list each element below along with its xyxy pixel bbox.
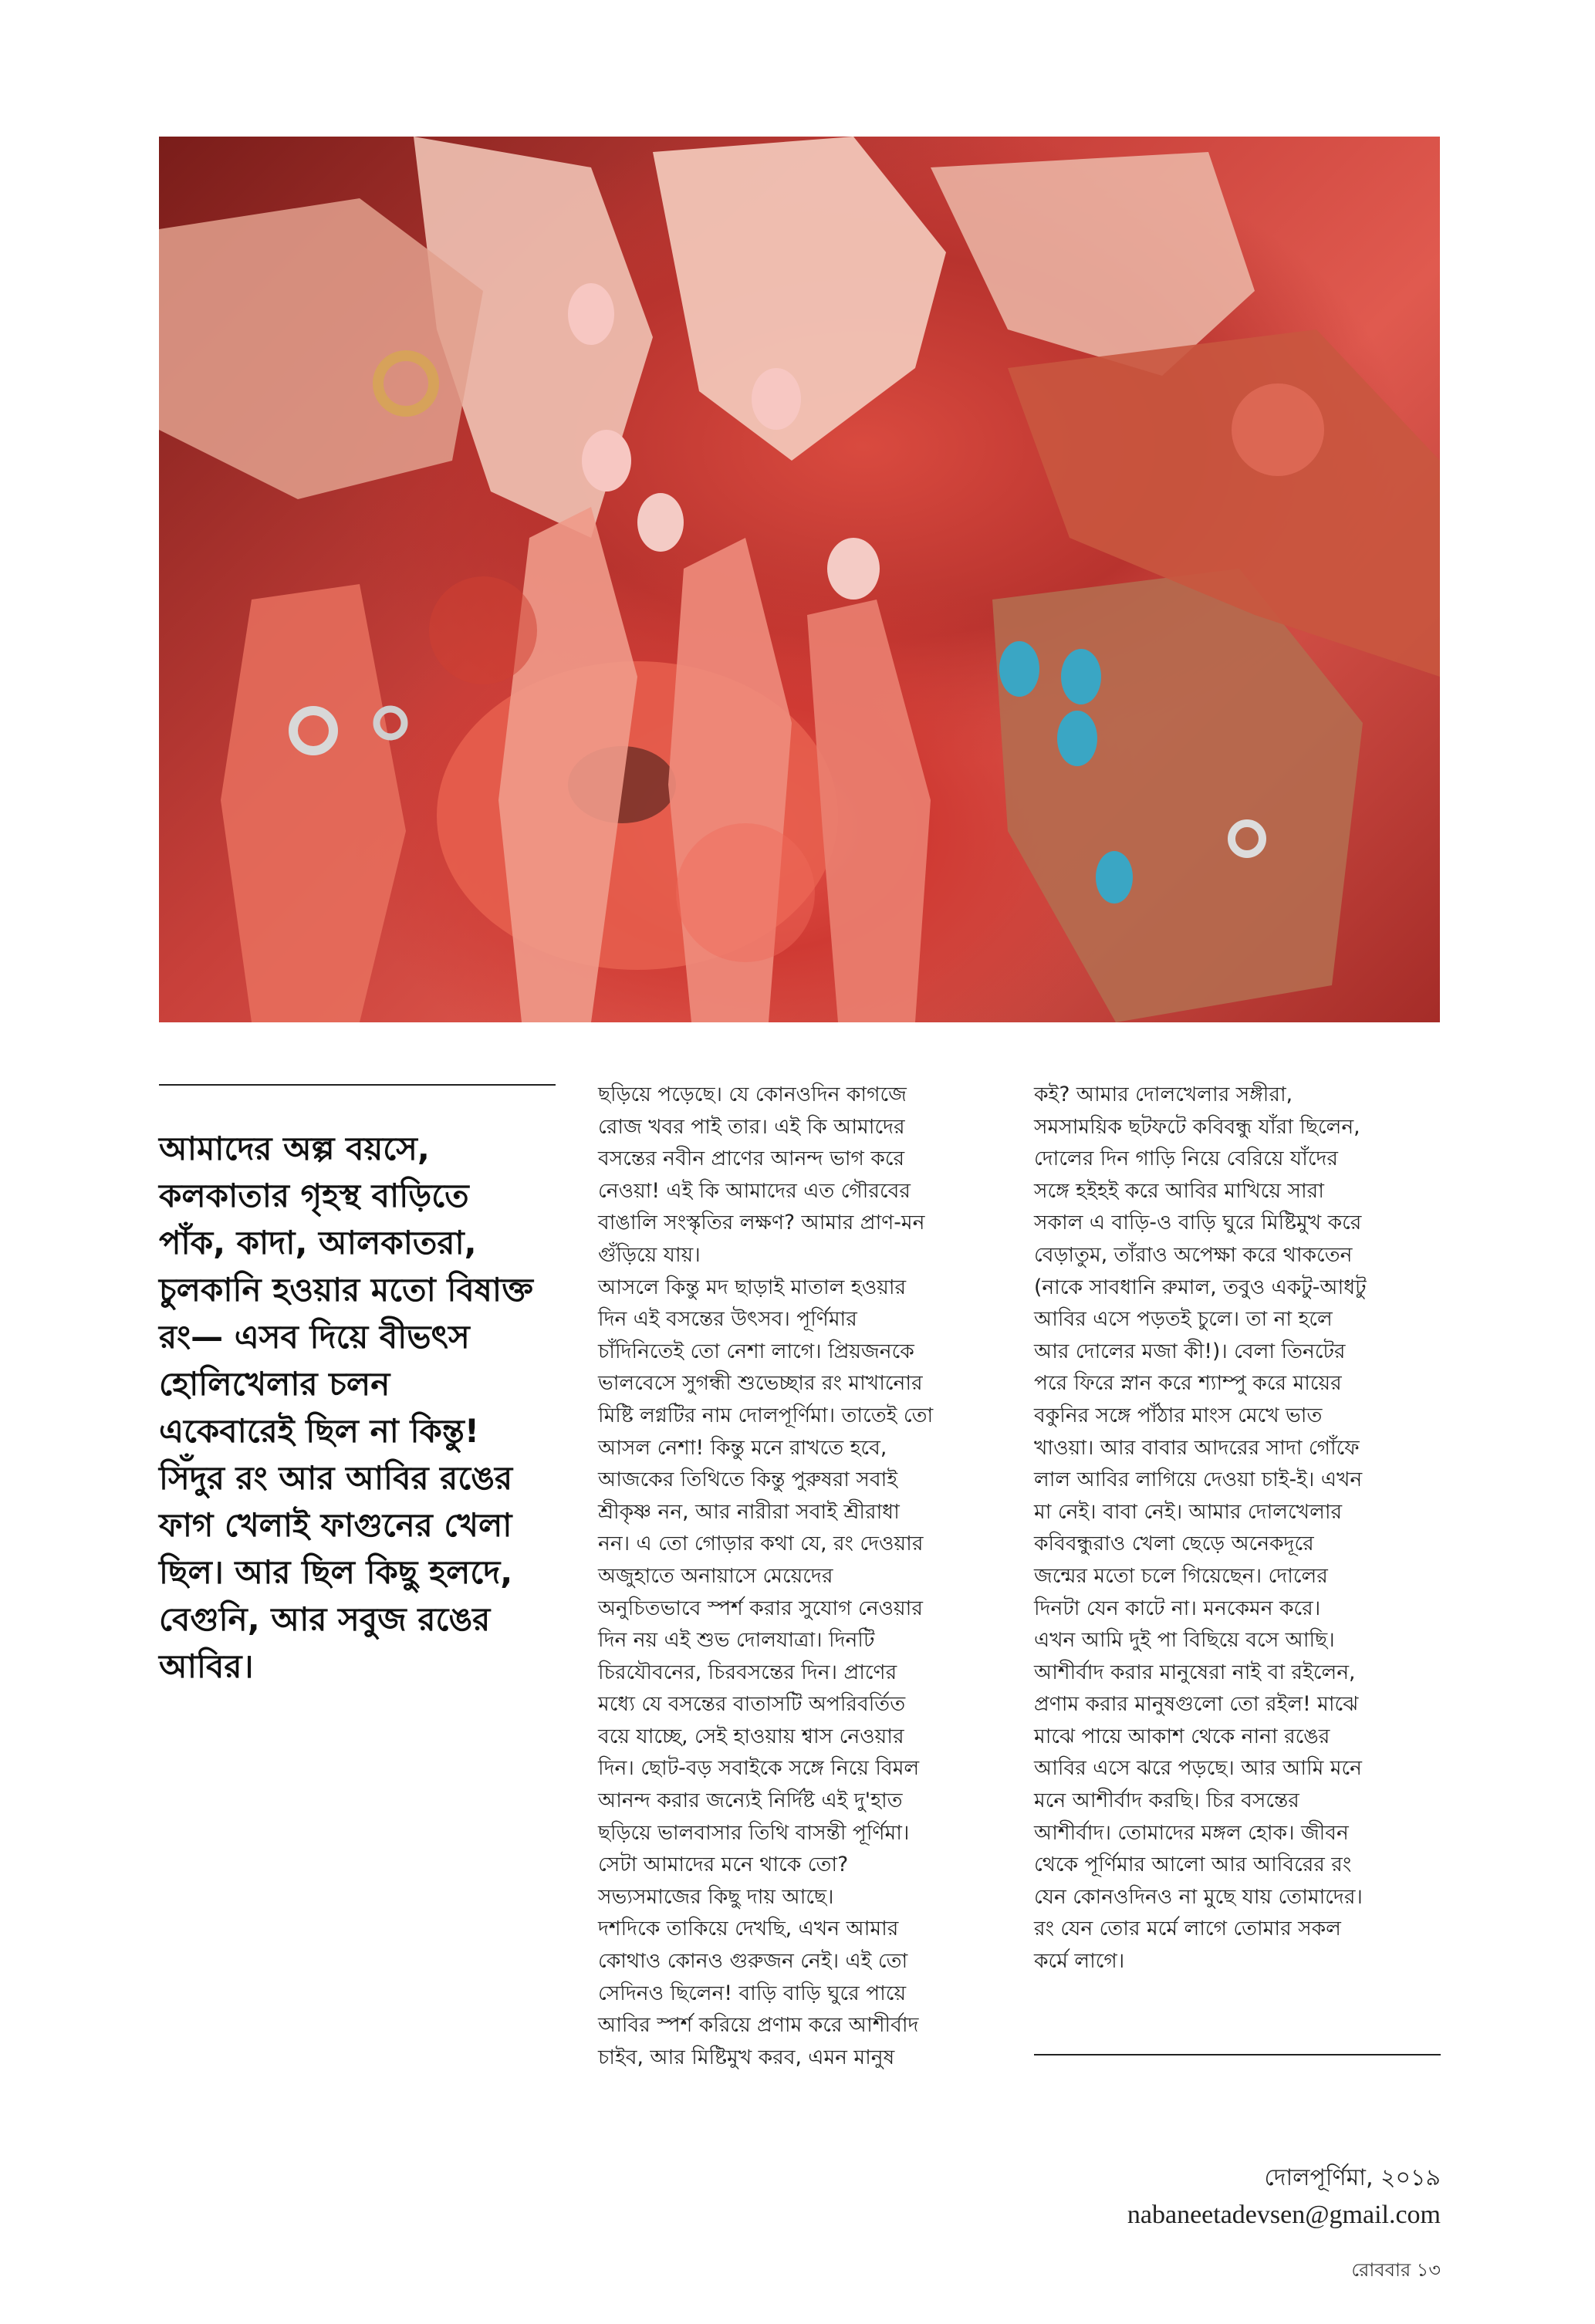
body-column-3 bbox=[1034, 1079, 1458, 1978]
body-line: দিন নয় এই শুভ দোলযাত্রা। দিনটি bbox=[598, 1628, 875, 1653]
body-line: আবির এসে পড়তই চুলে। তা না হলে bbox=[1034, 1307, 1333, 1332]
pullquote-line: বেগুনি, আর সবুজ রঙের bbox=[159, 1600, 491, 1638]
pullquote bbox=[159, 1125, 560, 1690]
signoff-rule bbox=[1034, 2054, 1441, 2055]
body-line: মাঝে পায়ে আকাশ থেকে নানা রঙের bbox=[1034, 1724, 1330, 1748]
body-line: রোজ খবর পাই তার। এই কি আমাদের bbox=[598, 1114, 905, 1139]
pullquote-line: আবির। bbox=[159, 1647, 254, 1685]
signoff-date: দোলপূর্ণিমা, ২০১৯ bbox=[1264, 2164, 1441, 2191]
author-email-link[interactable]: nabaneetadevsen@gmail.com bbox=[1127, 2201, 1441, 2229]
body-line: (নাকে সাবধানি রুমাল, তবুও একটু-আধটু bbox=[1034, 1275, 1367, 1299]
body-line: পরে ফিরে স্নান করে শ্যাম্পু করে মায়ের bbox=[1034, 1371, 1342, 1396]
body-line: বসন্তের নবীন প্রাণের আনন্দ ভাগ করে bbox=[598, 1147, 905, 1171]
body-line: খাওয়া। আর বাবার আদরের সাদা গোঁফে bbox=[1034, 1435, 1360, 1460]
pullquote-line: পাঁক, কাদা, আলকাতরা, bbox=[159, 1224, 477, 1262]
body-line: অনুচিতভাবে স্পর্শ করার সুযোগ নেওয়ার bbox=[598, 1596, 923, 1620]
pullquote-line: একেবারেই ছিল না কিন্তু! bbox=[159, 1412, 479, 1450]
body-line: চিরযৌবনের, চিরবসন্তের দিন। প্রাণের bbox=[598, 1660, 897, 1684]
body-line: থেকে পূর্ণিমার আলো আর আবিরের রং bbox=[1034, 1853, 1352, 1877]
body-line: দোলের দিন গাড়ি নিয়ে বেরিয়ে যাঁদের bbox=[1034, 1147, 1338, 1171]
body-line: বকুনির সঙ্গে পাঁঠার মাংস মেখে ভাত bbox=[1034, 1403, 1323, 1427]
pullquote-line: কলকাতার গৃহস্থ বাড়িতে bbox=[159, 1177, 469, 1214]
body-line: আসলে কিন্তু মদ ছাড়াই মাতাল হওয়ার bbox=[598, 1275, 907, 1299]
body-line: চাঁদিনিতেই তো নেশা লাগে। প্রিয়জনকে bbox=[598, 1339, 914, 1363]
body-line: এখন আমি দুই পা বিছিয়ে বসে আছি। bbox=[1034, 1628, 1335, 1653]
body-line: মিষ্টি লগ্নটির নাম দোলপূর্ণিমা। তাতেই তো bbox=[598, 1403, 934, 1427]
body-line: কই? আমার দোলখেলার সঙ্গীরা, bbox=[1034, 1083, 1293, 1106]
body-line: সেটা আমাদের মনে থাকে তো? bbox=[598, 1853, 849, 1877]
body-line: লাল আবির লাগিয়ে দেওয়া চাই-ই। এখন bbox=[1034, 1468, 1363, 1492]
hero-photo-holi-hands bbox=[159, 137, 1440, 1022]
body-line: কর্মে লাগে। bbox=[1034, 1949, 1125, 1974]
pullquote-line: রং— এসব দিয়ে বীভৎস bbox=[159, 1318, 470, 1356]
body-line: ছড়িয়ে পড়েছে। যে কোনওদিন কাগজে bbox=[598, 1083, 907, 1106]
body-line: প্রণাম করার মানুষগুলো তো রইল! মাঝে bbox=[1034, 1692, 1359, 1717]
body-line: আসল নেশা! কিন্তু মনে রাখতে হবে, bbox=[598, 1435, 887, 1460]
pullquote-line: ছিল। আর ছিল কিছু হলদে, bbox=[159, 1553, 513, 1591]
body-line: গুঁড়িয়ে যায়। bbox=[598, 1242, 701, 1267]
body-line: দিন এই বসন্তের উৎসব। পূর্ণিমার bbox=[598, 1307, 857, 1332]
body-line: জন্মের মতো চলে গিয়েছেন। দোলের bbox=[1034, 1563, 1328, 1588]
body-line: মধ্যে যে বসন্তের বাতাসটি অপরিবর্তিত bbox=[598, 1692, 906, 1717]
pullquote-line: সিঁদুর রং আর আবির রঙের bbox=[159, 1459, 513, 1497]
body-line: ছড়িয়ে ভালবাসার তিথি বাসন্তী পূর্ণিমা। bbox=[598, 1820, 910, 1845]
body-line: আনন্দ করার জন্যেই নির্দিষ্ট এই দু'হাত bbox=[598, 1789, 903, 1813]
photo-illustration bbox=[159, 137, 1440, 1022]
body-line: আবির স্পর্শ করিয়ে প্রণাম করে আশীর্বাদ bbox=[598, 2013, 919, 2038]
body-line: মা নেই। বাবা নেই। আমার দোলখেলার bbox=[1034, 1499, 1343, 1524]
body-line: সমসাময়িক ছটফটে কবিবন্ধু যাঁরা ছিলেন, bbox=[1034, 1114, 1360, 1139]
body-line: কবিবন্ধুরাও খেলা ছেড়ে অনেকদূরে bbox=[1034, 1532, 1314, 1556]
body-line: আবির এসে ঝরে পড়ছে। আর আমি মনে bbox=[1034, 1756, 1362, 1781]
body-line: সকাল এ বাড়ি-ও বাড়ি ঘুরে মিষ্টিমুখ করে bbox=[1034, 1211, 1362, 1235]
pullquote-top-rule bbox=[159, 1084, 556, 1086]
body-line: নেওয়া! এই কি আমাদের এত গৌরবের bbox=[598, 1178, 911, 1203]
body-line: নন। এ তো গোড়ার কথা যে, রং দেওয়ার bbox=[598, 1532, 924, 1556]
body-line: আর দোলের মজা কী!)। বেলা তিনটের bbox=[1034, 1339, 1346, 1363]
body-line: বেড়াতুম, তাঁরাও অপেক্ষা করে থাকতেন bbox=[1034, 1242, 1353, 1267]
body-line: বয়ে যাচ্ছে, সেই হাওয়ায় শ্বাস নেওয়ার bbox=[598, 1724, 904, 1748]
body-line: শ্রীকৃষ্ণ নন, আর নারীরা সবাই শ্রীরাধা bbox=[598, 1499, 900, 1524]
body-line: কোথাও কোনও গুরুজন নেই। এই তো bbox=[598, 1949, 908, 1974]
body-line: অজুহাতে অনায়াসে মেয়েদের bbox=[598, 1563, 833, 1588]
body-line: আজকের তিথিতে কিন্তু পুরুষরা সবাই bbox=[598, 1468, 898, 1492]
body-line: সভ্যসমাজের কিছু দায় আছে। bbox=[598, 1884, 834, 1909]
pullquote-line: চুলকানি হওয়ার মতো বিষাক্ত bbox=[159, 1271, 533, 1309]
body-line: যেন কোনওদিনও না মুছে যায় তোমাদের। bbox=[1034, 1884, 1363, 1909]
body-line: আশীর্বাদ। তোমাদের মঙ্গল হোক। জীবন bbox=[1034, 1820, 1349, 1845]
body-line: চাইব, আর মিষ্টিমুখ করব, এমন মানুষ bbox=[598, 2045, 895, 2069]
body-line: আশীর্বাদ করার মানুষেরা নাই বা রইলেন, bbox=[1034, 1660, 1356, 1684]
body-column-2 bbox=[598, 1079, 1022, 2073]
body-line: দশদিকে তাকিয়ে দেখছি, এখন আমার bbox=[598, 1917, 899, 1941]
pullquote-line: আমাদের অল্প বয়সে, bbox=[159, 1130, 430, 1167]
body-line: দিনটা যেন কাটে না। মনকেমন করে। bbox=[1034, 1596, 1321, 1620]
body-line: রং যেন তোর মর্মে লাগে তোমার সকল bbox=[1034, 1917, 1341, 1941]
body-line: সেদিনও ছিলেন! বাড়ি বাড়ি ঘুরে পায়ে bbox=[598, 1981, 907, 2005]
pullquote-line: ফাগ খেলাই ফাগুনের খেলা bbox=[159, 1506, 512, 1544]
body-line: দিন। ছোট-বড় সবাইকে সঙ্গে নিয়ে বিমল bbox=[598, 1756, 920, 1781]
body-line: সঙ্গে হইহই করে আবির মাখিয়ে সারা bbox=[1034, 1178, 1324, 1203]
body-line: মনে আশীর্বাদ করছি। চির বসন্তের bbox=[1034, 1789, 1299, 1813]
body-line: বাঙালি সংস্কৃতির লক্ষণ? আমার প্রাণ-মন bbox=[598, 1211, 925, 1235]
body-line: ভালবেসে সুগন্ধী শুভেচ্ছার রং মাখানোর bbox=[598, 1371, 923, 1396]
page-folio: রোববার ১৩ bbox=[1351, 2259, 1441, 2281]
pullquote-line: হোলিখেলার চলন bbox=[159, 1365, 390, 1403]
